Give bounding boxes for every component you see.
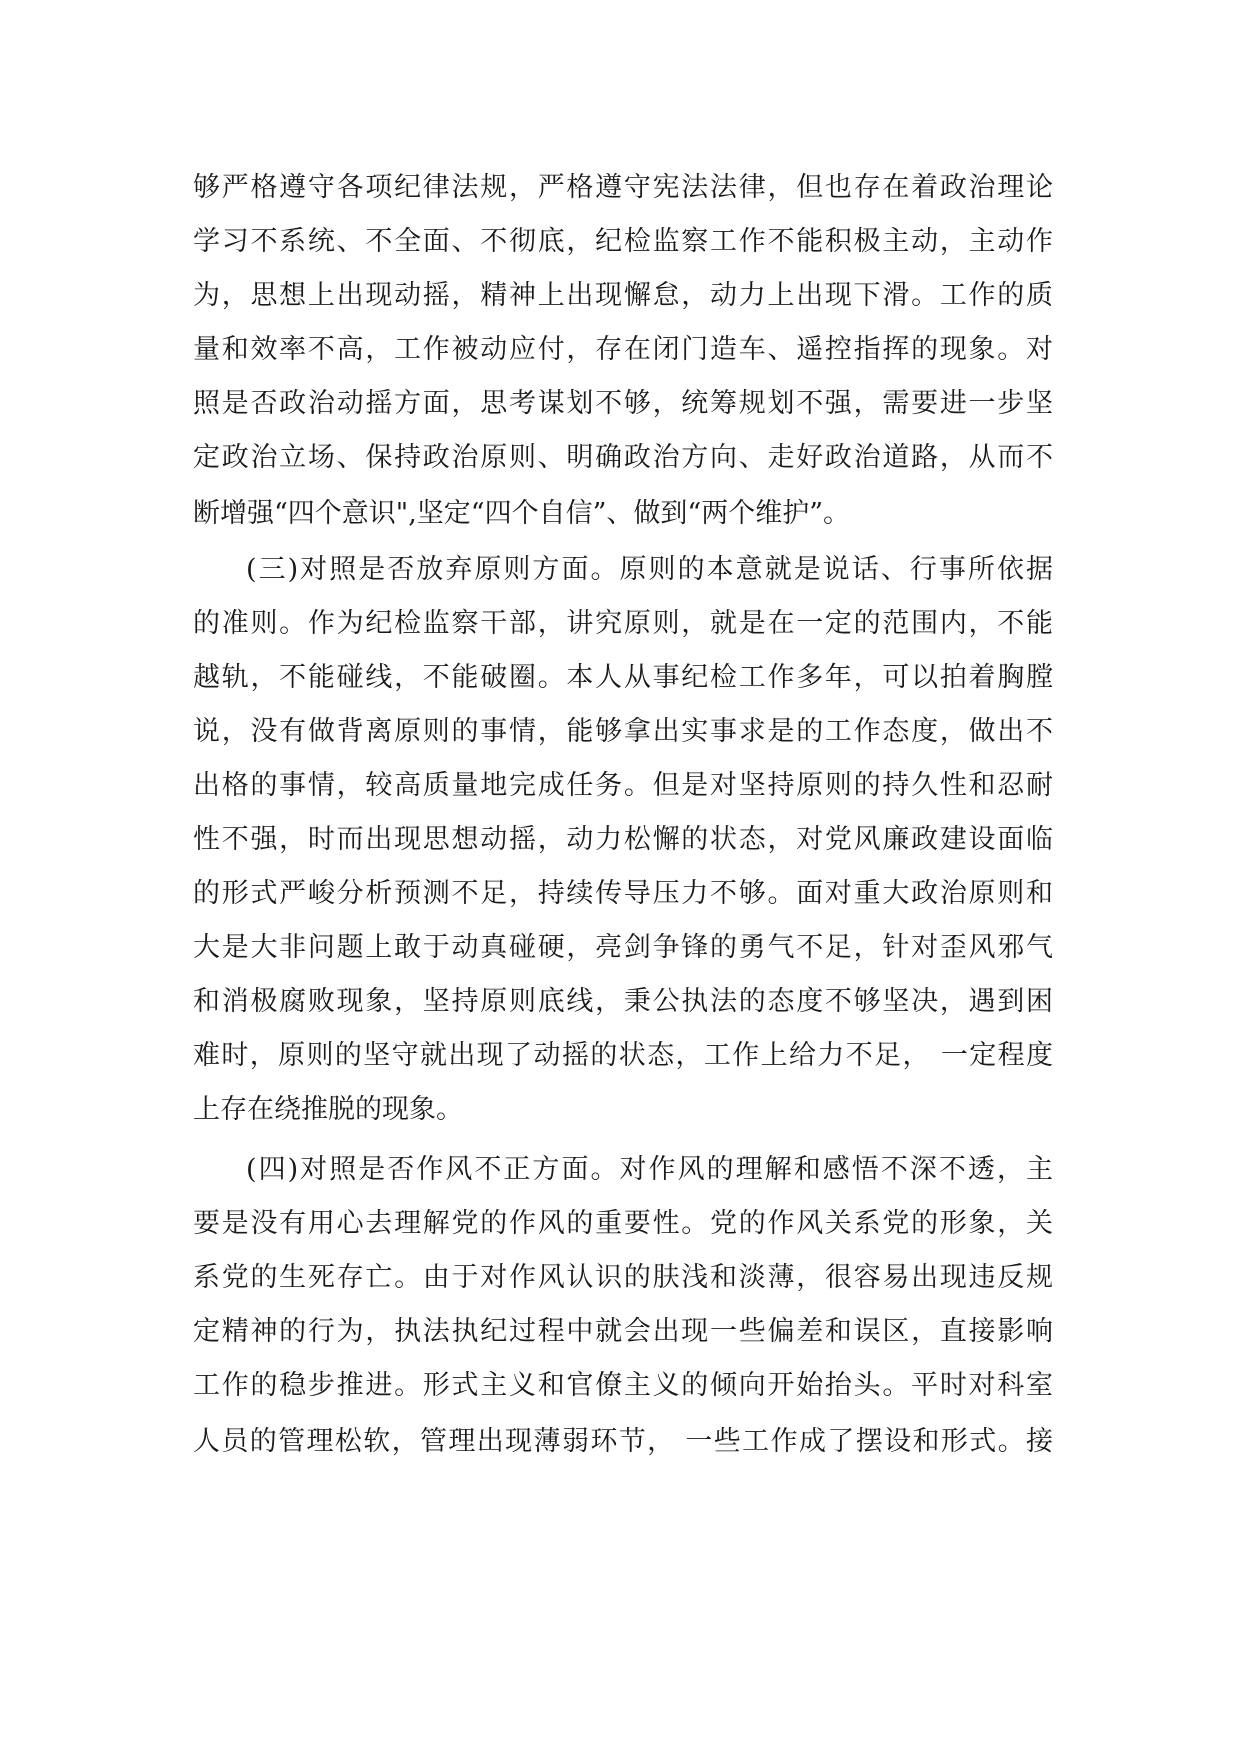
text-line: 出格的事情，较高质量地完成任务。但是对坚持原则的持久性和忍耐 (193, 770, 1053, 801)
text-line: 定精神的行为，执法执纪过程中就会出现一些偏差和误区，直接影响 (193, 1316, 1053, 1347)
text-line: 难时，原则的坚守就出现了动摇的状态，工作上给力不足， 一定程度 (193, 1040, 1053, 1071)
text-line: 的形式严峻分析预测不足，持续传导压力不够。面对重大政治原则和 (193, 878, 1053, 909)
text-line: 工作的稳步推进。形式主义和官僚主义的倾向开始抬头。平时对科室 (193, 1370, 1053, 1401)
text-line: 人员的管理松软，管理出现薄弱环节， 一些工作成了摆设和形式。接 (193, 1426, 1053, 1457)
text-line: 照是否政治动摇方面，思考谋划不够，统筹规划不强，需要进一步坚 (193, 388, 1053, 419)
text-line: 断增强“四个意识",坚定“四个自信”、做到“两个维护”。 (193, 498, 851, 529)
text-line: 为，思想上出现动摇，精神上出现懈怠，动力上出现下滑。工作的质 (193, 280, 1053, 311)
text-line: 定政治立场、保持政治原则、明确政治方向、走好政治道路，从而不 (193, 442, 1053, 473)
text-line: 量和效率不高，工作被动应付，存在闭门造车、遥控指挥的现象。对 (193, 334, 1053, 365)
text-line: 够严格遵守各项纪律法规，严格遵守宪法法律，但也存在着政治理论 (193, 172, 1053, 203)
text-line: 越轨，不能碰线，不能破圈。本人从事纪检工作多年，可以拍着胸膛 (193, 662, 1053, 693)
text-line: 大是大非问题上敢于动真碰硬，亮剑争锋的勇气不足，针对歪风邪气 (193, 932, 1053, 963)
text-line: 和消极腐败现象，坚持原则底线，秉公执法的态度不够坚决，遇到困 (193, 986, 1053, 1017)
text-line: 上存在绕推脱的现象。 (193, 1094, 463, 1125)
text-line: 性不强，时而出现思想动摇，动力松懈的状态，对党风廉政建设面临 (193, 824, 1053, 855)
text-line: 学习不系统、不全面、不彻底，纪检监察工作不能积极主动，主动作 (193, 226, 1053, 257)
text-line: 要是没有用心去理解党的作风的重要性。党的作风关系党的形象，关 (193, 1208, 1053, 1239)
paragraph-heading-3: (三)对照是否放弃原则方面。原则的本意就是说话、行事所依据 (246, 554, 1053, 585)
paragraph-heading-4: (四)对照是否作风不正方面。对作风的理解和感悟不深不透，主 (246, 1154, 1053, 1185)
text-line: 的准则。作为纪检监察干部，讲究原则，就是在一定的范围内，不能 (193, 608, 1053, 639)
text-line: 系党的生死存亡。由于对作风认识的肤浅和淡薄，很容易出现违反规 (193, 1262, 1053, 1293)
text-line: 说，没有做背离原则的事情，能够拿出实事求是的工作态度，做出不 (193, 716, 1053, 747)
